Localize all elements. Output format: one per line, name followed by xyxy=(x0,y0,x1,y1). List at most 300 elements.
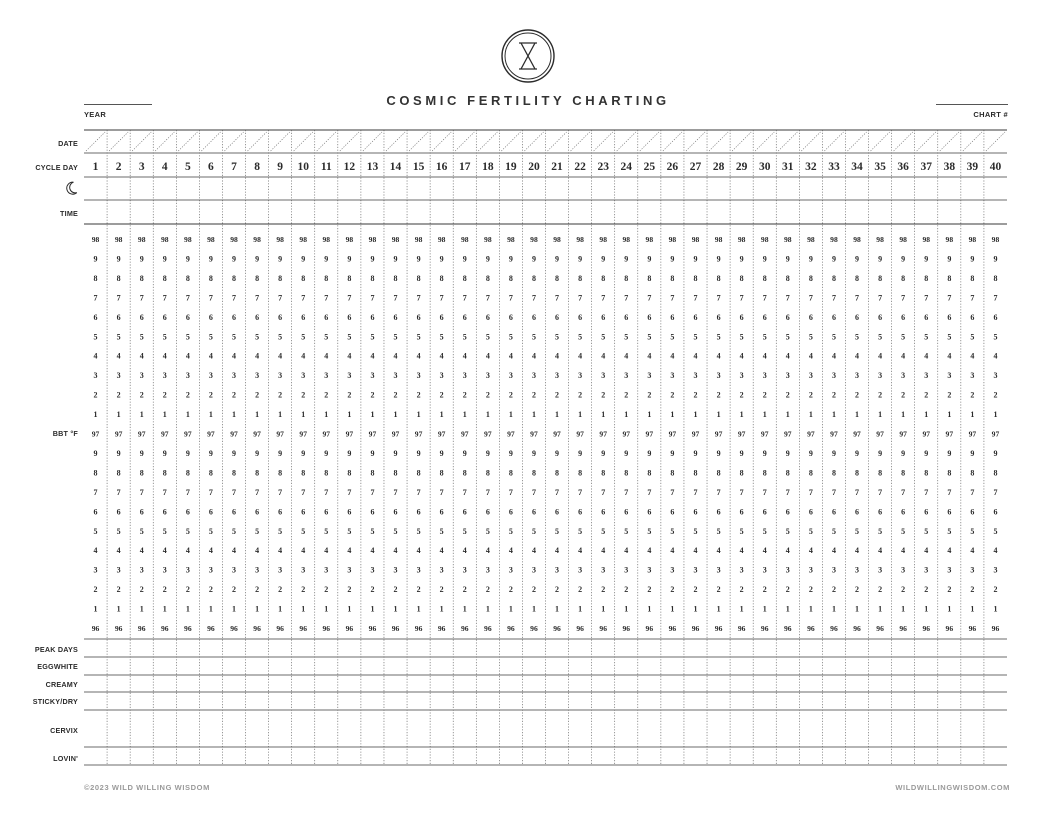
temperature-mark: 5 xyxy=(531,526,536,536)
temperature-mark: 8 xyxy=(393,468,398,478)
temperature-mark: 4 xyxy=(301,351,306,361)
temperature-mark: 3 xyxy=(439,371,444,381)
temperature-mark: 6 xyxy=(185,507,190,517)
temperature-mark: 9 xyxy=(231,448,236,458)
page-title: COSMIC FERTILITY CHARTING xyxy=(386,93,670,108)
temperature-mark: 2 xyxy=(878,390,883,400)
temperature-mark: 6 xyxy=(324,507,329,517)
temperature-mark: 2 xyxy=(831,390,836,400)
temperature-mark: 98 xyxy=(991,235,1000,244)
temperature-mark: 6 xyxy=(208,507,213,517)
temperature-mark: 3 xyxy=(324,371,329,381)
temperature-mark: 3 xyxy=(370,565,375,575)
temperature-mark: 3 xyxy=(208,565,213,575)
temperature-mark: 1 xyxy=(855,604,860,614)
temperature-mark: 7 xyxy=(578,293,583,303)
temperature-mark: 4 xyxy=(716,351,721,361)
temperature-mark: 97 xyxy=(553,429,561,439)
temperature-mark: 2 xyxy=(324,585,329,595)
temperature-mark: 8 xyxy=(670,468,675,478)
temperature-mark: 97 xyxy=(783,429,792,439)
temperature-mark: 7 xyxy=(624,487,629,497)
temperature-mark: 3 xyxy=(808,371,813,381)
temperature-mark: 9 xyxy=(785,448,790,458)
temperature-mark: 96 xyxy=(807,624,815,633)
temperature-mark: 3 xyxy=(116,565,121,575)
temperature-mark: 4 xyxy=(485,351,490,361)
temperature-mark: 8 xyxy=(531,468,536,478)
date-slash xyxy=(686,132,705,151)
temperature-mark: 5 xyxy=(139,526,144,536)
cycle-day-number: 2 xyxy=(115,161,122,173)
temperature-mark: 8 xyxy=(208,273,213,283)
temperature-mark: 9 xyxy=(301,448,306,458)
temperature-mark: 6 xyxy=(855,507,860,517)
temperature-mark: 9 xyxy=(693,254,698,264)
temperature-mark: 4 xyxy=(785,546,790,556)
temperature-mark: 2 xyxy=(785,390,790,400)
cycle-day-number: 35 xyxy=(874,161,886,173)
temperature-mark: 2 xyxy=(555,390,560,400)
temperature-mark: 3 xyxy=(347,371,352,381)
temperature-mark: 2 xyxy=(993,585,998,595)
temperature-mark: 3 xyxy=(808,565,813,575)
temperature-mark: 2 xyxy=(808,585,813,595)
temperature-mark: 3 xyxy=(139,371,144,381)
cycle-day-number: 29 xyxy=(735,161,748,173)
temperature-mark: 3 xyxy=(231,371,236,381)
temperature-mark: 8 xyxy=(762,468,767,478)
temperature-mark: 8 xyxy=(739,468,744,478)
temperature-mark: 1 xyxy=(93,410,98,420)
temperature-mark: 2 xyxy=(531,390,536,400)
cycle-day-number: 9 xyxy=(277,161,284,173)
temperature-mark: 96 xyxy=(922,624,931,633)
temperature-mark: 8 xyxy=(555,468,560,478)
temperature-mark: 7 xyxy=(762,487,767,497)
row-label-bbt: BBT °F xyxy=(52,429,78,438)
temperature-mark: 9 xyxy=(416,448,421,458)
temperature-mark: 5 xyxy=(785,332,790,342)
temperature-mark: 8 xyxy=(278,468,283,478)
temperature-mark: 7 xyxy=(716,487,721,497)
temperature-mark: 98 xyxy=(507,235,515,244)
temperature-mark: 8 xyxy=(601,468,606,478)
temperature-mark: 97 xyxy=(484,429,492,439)
temperature-mark: 97 xyxy=(576,429,584,439)
temperature-mark: 8 xyxy=(924,468,929,478)
temperature-mark: 6 xyxy=(670,507,675,517)
temperature-mark: 1 xyxy=(416,604,421,614)
row-label-cycle-day: CYCLE DAY xyxy=(35,163,78,172)
temperature-mark: 5 xyxy=(301,526,306,536)
temperature-mark: 9 xyxy=(578,254,583,264)
temperature-mark: 7 xyxy=(208,487,213,497)
temperature-mark: 2 xyxy=(508,390,513,400)
temperature-mark: 7 xyxy=(647,293,652,303)
cycle-day-number: 20 xyxy=(528,161,540,173)
temperature-mark: 9 xyxy=(578,448,583,458)
temperature-mark: 1 xyxy=(93,604,98,614)
temperature-mark: 7 xyxy=(301,487,306,497)
temperature-mark: 1 xyxy=(970,410,975,420)
temperature-mark: 98 xyxy=(322,235,331,244)
temperature-mark: 4 xyxy=(831,546,836,556)
temperature-mark: 2 xyxy=(162,585,167,595)
temperature-mark: 2 xyxy=(855,585,860,595)
temperature-mark: 97 xyxy=(968,429,977,439)
temperature-mark: 8 xyxy=(278,273,283,283)
temperature-mark: 8 xyxy=(347,273,352,283)
temperature-mark: 5 xyxy=(231,526,236,536)
temperature-mark: 9 xyxy=(924,448,929,458)
temperature-mark: 5 xyxy=(416,526,421,536)
temperature-mark: 9 xyxy=(255,448,260,458)
temperature-mark: 1 xyxy=(162,604,167,614)
temperature-mark: 4 xyxy=(93,546,98,556)
temperature-mark: 5 xyxy=(808,332,813,342)
temperature-mark: 6 xyxy=(555,507,560,517)
row-label-cervix: CERVIX xyxy=(50,726,78,735)
date-slash xyxy=(709,132,728,151)
temperature-mark: 1 xyxy=(116,410,121,420)
temperature-mark: 3 xyxy=(947,565,952,575)
temperature-mark: 97 xyxy=(645,429,654,439)
temperature-mark: 97 xyxy=(460,429,469,439)
temperature-mark: 9 xyxy=(924,254,929,264)
temperature-mark: 2 xyxy=(208,390,213,400)
temperature-mark: 7 xyxy=(208,293,213,303)
temperature-mark: 7 xyxy=(739,487,744,497)
temperature-mark: 98 xyxy=(184,235,192,244)
temperature-mark: 1 xyxy=(739,604,744,614)
temperature-mark: 5 xyxy=(670,332,675,342)
temperature-mark: 98 xyxy=(737,235,746,244)
temperature-mark: 5 xyxy=(578,526,583,536)
temperature-mark: 7 xyxy=(901,487,906,497)
row-label-time: TIME xyxy=(60,209,78,218)
temperature-mark: 6 xyxy=(324,312,329,322)
temperature-mark: 1 xyxy=(808,604,813,614)
temperature-mark: 97 xyxy=(507,429,515,439)
cycle-day-number: 5 xyxy=(184,161,191,173)
temperature-mark: 8 xyxy=(185,273,190,283)
temperature-mark: 1 xyxy=(624,410,629,420)
temperature-mark: 7 xyxy=(647,487,652,497)
temperature-mark: 7 xyxy=(855,487,860,497)
temperature-mark: 1 xyxy=(901,410,906,420)
temperature-mark: 1 xyxy=(462,410,467,420)
cycle-day-number: 24 xyxy=(620,161,633,173)
temperature-mark: 8 xyxy=(555,273,560,283)
temperature-mark: 2 xyxy=(762,390,767,400)
temperature-mark: 3 xyxy=(208,371,213,381)
temperature-mark: 4 xyxy=(255,351,260,361)
temperature-mark: 1 xyxy=(993,410,998,420)
temperature-mark: 4 xyxy=(762,546,767,556)
temperature-mark: 2 xyxy=(278,390,283,400)
temperature-mark: 7 xyxy=(808,293,813,303)
temperature-mark: 8 xyxy=(416,273,421,283)
temperature-mark: 7 xyxy=(93,487,98,497)
temperature-mark: 8 xyxy=(185,468,190,478)
temperature-mark: 4 xyxy=(555,351,560,361)
cycle-day-number: 12 xyxy=(343,161,356,173)
temperature-mark: 3 xyxy=(508,371,513,381)
temperature-mark: 4 xyxy=(924,351,929,361)
temperature-mark: 3 xyxy=(162,565,167,575)
temperature-mark: 9 xyxy=(716,448,721,458)
temperature-mark: 1 xyxy=(578,410,583,420)
cycle-day-number: 10 xyxy=(297,161,309,173)
temperature-mark: 8 xyxy=(231,468,236,478)
cycle-day-number: 28 xyxy=(712,161,725,173)
temperature-mark: 1 xyxy=(762,604,767,614)
temperature-mark: 6 xyxy=(808,312,813,322)
temperature-mark: 6 xyxy=(370,507,375,517)
temperature-mark: 98 xyxy=(207,235,215,244)
temperature-mark: 96 xyxy=(414,624,423,633)
temperature-mark: 6 xyxy=(739,507,744,517)
temperature-mark: 7 xyxy=(462,487,467,497)
temperature-mark: 3 xyxy=(762,371,767,381)
temperature-mark: 4 xyxy=(531,546,536,556)
temperature-mark: 5 xyxy=(462,332,467,342)
temperature-mark: 1 xyxy=(255,410,260,420)
temperature-mark: 3 xyxy=(370,371,375,381)
temperature-mark: 6 xyxy=(924,507,929,517)
temperature-mark: 6 xyxy=(208,312,213,322)
temperature-mark: 1 xyxy=(785,410,790,420)
temperature-mark: 4 xyxy=(139,546,144,556)
temperature-mark: 2 xyxy=(578,585,583,595)
temperature-mark: 2 xyxy=(555,585,560,595)
temperature-mark: 6 xyxy=(347,507,352,517)
temperature-mark: 8 xyxy=(485,273,490,283)
temperature-mark: 7 xyxy=(808,487,813,497)
temperature-mark: 7 xyxy=(255,293,260,303)
temperature-mark: 3 xyxy=(693,565,698,575)
date-slash xyxy=(732,132,751,151)
temperature-mark: 2 xyxy=(531,585,536,595)
temperature-mark: 8 xyxy=(993,468,998,478)
temperature-mark: 7 xyxy=(878,293,883,303)
temperature-mark: 96 xyxy=(599,624,607,633)
temperature-mark: 6 xyxy=(93,312,98,322)
date-slash xyxy=(594,132,613,151)
temperature-mark: 98 xyxy=(691,235,700,244)
temperature-mark: 96 xyxy=(368,624,377,633)
temperature-mark: 5 xyxy=(601,526,606,536)
temperature-mark: 2 xyxy=(947,390,952,400)
chart-number-label: CHART # xyxy=(973,110,1008,119)
temperature-mark: 3 xyxy=(578,565,583,575)
temperature-mark: 8 xyxy=(785,468,790,478)
temperature-mark: 3 xyxy=(462,565,467,575)
temperature-mark: 97 xyxy=(91,429,100,439)
temperature-mark: 1 xyxy=(231,410,236,420)
temperature-mark: 9 xyxy=(208,254,213,264)
temperature-mark: 1 xyxy=(485,604,490,614)
temperature-mark: 4 xyxy=(508,546,513,556)
temperature-mark: 9 xyxy=(370,448,375,458)
temperature-mark: 97 xyxy=(391,429,400,439)
temperature-mark: 7 xyxy=(324,293,329,303)
temperature-mark: 97 xyxy=(714,429,723,439)
temperature-mark: 96 xyxy=(968,624,977,633)
temperature-mark: 6 xyxy=(301,507,306,517)
temperature-mark: 2 xyxy=(185,585,190,595)
temperature-mark: 4 xyxy=(393,546,398,556)
temperature-mark: 4 xyxy=(347,351,352,361)
temperature-mark: 5 xyxy=(116,332,121,342)
temperature-mark: 4 xyxy=(993,351,998,361)
temperature-mark: 1 xyxy=(647,410,652,420)
temperature-mark: 98 xyxy=(160,235,169,244)
temperature-mark: 1 xyxy=(531,410,536,420)
temperature-mark: 8 xyxy=(485,468,490,478)
temperature-mark: 6 xyxy=(578,312,583,322)
temperature-mark: 7 xyxy=(878,487,883,497)
temperature-mark: 2 xyxy=(924,390,929,400)
temperature-mark: 2 xyxy=(301,585,306,595)
temperature-mark: 5 xyxy=(370,526,375,536)
temperature-mark: 98 xyxy=(553,235,561,244)
temperature-mark: 1 xyxy=(278,410,283,420)
temperature-mark: 3 xyxy=(647,565,652,575)
temperature-mark: 4 xyxy=(555,546,560,556)
temperature-mark: 4 xyxy=(370,351,375,361)
temperature-mark: 1 xyxy=(924,410,929,420)
temperature-mark: 2 xyxy=(624,585,629,595)
temperature-mark: 5 xyxy=(762,526,767,536)
temperature-mark: 8 xyxy=(831,468,836,478)
temperature-mark: 6 xyxy=(762,507,767,517)
temperature-mark: 6 xyxy=(716,507,721,517)
temperature-mark: 2 xyxy=(601,390,606,400)
temperature-mark: 7 xyxy=(416,487,421,497)
temperature-mark: 1 xyxy=(439,604,444,614)
temperature-mark: 3 xyxy=(739,371,744,381)
temperature-mark: 8 xyxy=(601,273,606,283)
temperature-mark: 9 xyxy=(93,254,98,264)
temperature-mark: 96 xyxy=(484,624,492,633)
temperature-mark: 9 xyxy=(231,254,236,264)
temperature-mark: 6 xyxy=(278,507,283,517)
date-slash xyxy=(155,132,174,151)
temperature-mark: 3 xyxy=(924,371,929,381)
temperature-mark: 2 xyxy=(139,585,144,595)
temperature-mark: 1 xyxy=(693,410,698,420)
date-slash xyxy=(109,132,128,151)
temperature-mark: 9 xyxy=(116,254,121,264)
temperature-mark: 5 xyxy=(93,526,98,536)
temperature-mark: 4 xyxy=(878,351,883,361)
cycle-day-number: 6 xyxy=(208,161,214,173)
temperature-mark: 3 xyxy=(555,371,560,381)
row-label-eggwhite: EGGWHITE xyxy=(37,662,78,671)
temperature-mark: 97 xyxy=(807,429,815,439)
temperature-mark: 6 xyxy=(947,507,952,517)
temperature-mark: 6 xyxy=(831,507,836,517)
temperature-mark: 7 xyxy=(531,293,536,303)
row-label-creamy: CREAMY xyxy=(45,680,78,689)
temperature-mark: 5 xyxy=(739,332,744,342)
temperature-mark: 7 xyxy=(601,487,606,497)
temperature-mark: 2 xyxy=(924,585,929,595)
temperature-mark: 98 xyxy=(368,235,377,244)
temperature-mark: 96 xyxy=(830,624,838,633)
temperature-mark: 3 xyxy=(993,565,998,575)
temperature-mark: 7 xyxy=(324,487,329,497)
temperature-mark: 3 xyxy=(185,565,190,575)
temperature-mark: 97 xyxy=(853,429,861,439)
temperature-mark: 6 xyxy=(601,312,606,322)
temperature-mark: 1 xyxy=(762,410,767,420)
temperature-mark: 2 xyxy=(901,585,906,595)
temperature-mark: 5 xyxy=(278,332,283,342)
temperature-mark: 97 xyxy=(922,429,931,439)
temperature-mark: 2 xyxy=(347,390,352,400)
temperature-mark: 4 xyxy=(347,546,352,556)
temperature-mark: 7 xyxy=(162,487,167,497)
temperature-mark: 5 xyxy=(693,332,698,342)
temperature-mark: 7 xyxy=(139,293,144,303)
temperature-mark: 6 xyxy=(531,507,536,517)
temperature-mark: 4 xyxy=(393,351,398,361)
temperature-mark: 9 xyxy=(601,254,606,264)
temperature-mark: 7 xyxy=(693,293,698,303)
temperature-mark: 3 xyxy=(601,565,606,575)
temperature-mark: 8 xyxy=(624,273,629,283)
temperature-mark: 4 xyxy=(739,351,744,361)
temperature-mark: 4 xyxy=(255,546,260,556)
temperature-mark: 5 xyxy=(324,332,329,342)
date-slash xyxy=(294,132,313,151)
temperature-mark: 8 xyxy=(647,468,652,478)
temperature-mark: 2 xyxy=(185,390,190,400)
temperature-mark: 98 xyxy=(299,235,308,244)
temperature-mark: 1 xyxy=(878,410,883,420)
temperature-mark: 6 xyxy=(347,312,352,322)
temperature-mark: 5 xyxy=(301,332,306,342)
temperature-mark: 98 xyxy=(276,235,284,244)
temperature-mark: 6 xyxy=(808,507,813,517)
temperature-mark: 4 xyxy=(162,351,167,361)
temperature-mark: 1 xyxy=(278,604,283,614)
temperature-mark: 5 xyxy=(347,332,352,342)
cycle-day-number: 16 xyxy=(435,161,448,173)
temperature-mark: 3 xyxy=(185,371,190,381)
temperature-mark: 6 xyxy=(278,312,283,322)
temperature-mark: 2 xyxy=(716,390,721,400)
temperature-mark: 4 xyxy=(647,351,652,361)
cycle-day-number: 21 xyxy=(551,161,563,173)
cycle-day-number: 22 xyxy=(574,161,586,173)
temperature-mark: 6 xyxy=(647,507,652,517)
temperature-mark: 4 xyxy=(855,351,860,361)
temperature-mark: 1 xyxy=(255,604,260,614)
date-slash xyxy=(524,132,543,151)
temperature-mark: 6 xyxy=(785,312,790,322)
temperature-mark: 6 xyxy=(139,507,144,517)
row-label-peak-days: PEAK DAYS xyxy=(34,645,78,654)
temperature-mark: 8 xyxy=(139,468,144,478)
temperature-mark: 4 xyxy=(993,546,998,556)
temperature-mark: 97 xyxy=(160,429,169,439)
temperature-mark: 4 xyxy=(416,351,421,361)
temperature-mark: 4 xyxy=(139,351,144,361)
